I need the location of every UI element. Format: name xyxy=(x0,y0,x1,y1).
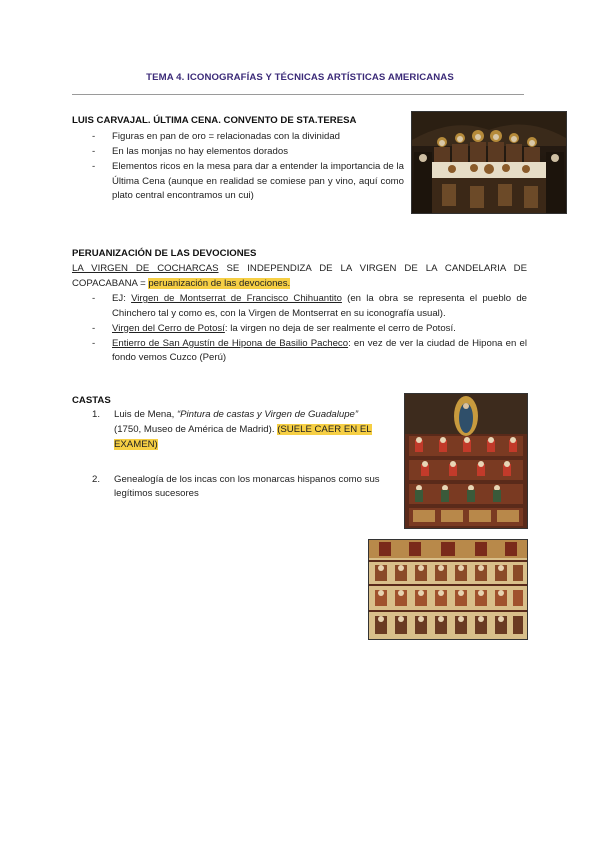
castas-list xyxy=(92,408,384,502)
ultima-cena-painting-image xyxy=(411,111,567,214)
entierro-san-agustin-link[interactable]: Entierro de San Agustín de Hipona de Basilio Pacheco xyxy=(112,337,349,349)
virgen-cocharcas-link[interactable]: LA VIRGEN DE COCHARCAS xyxy=(72,263,219,274)
highlighted-text: peruanización de las devociones. xyxy=(148,277,291,289)
list-item: 2. Genealogía de los incas con los monarcas hispanos como sus legítimos sucesores xyxy=(92,473,380,500)
page-title: TEMA 4. ICONOGRAFÍAS Y TÉCNICAS ARTÍSTICAS AMERICANAS xyxy=(146,72,454,83)
list-item: - Virgen del Cerro de Potosí: la virgen no deja de ser realmente el cerro de Potosí. xyxy=(92,322,527,337)
peruanizacion-list xyxy=(92,292,527,366)
list-item: 1. Luis de Mena, “Pintura de castas y Virgen de Guadalupe” (1750, Museo de América de Madrid). (SUELE CAER EN EL EXAMEN) xyxy=(92,409,372,450)
section-heading-peruanizacion: PERUANIZACIÓN DE LAS DEVOCIONES xyxy=(72,248,257,259)
list-item: - En las monjas no hay elementos dorados xyxy=(92,145,404,160)
ultima-cena-list xyxy=(92,130,404,204)
list-item: - Elementos ricos en la mesa para dar a entender la importancia de la Última Cena (aunque en realidad se comiese pan y vino, aquí como plato central encontramos un cui) xyxy=(92,160,404,205)
peruanizacion-intro: LA VIRGEN DE COCHARCAS SE INDEPENDIZA DE LA VIRGEN DE LA CANDELARIA DE COPACABANA = peruanización de las devociones. xyxy=(72,263,527,289)
list-item: - EJ: Virgen de Montserrat de Francisco Chihuantito (en la obra se representa el pueblo de Chinchero tal y como es, con la Virgen de Montserrat en su iconografía usual). xyxy=(92,292,527,322)
genealogia-incas-image xyxy=(368,539,528,640)
pintura-de-castas-image xyxy=(404,393,528,529)
highlighted-text: (SUELE CAER EN EL EXAMEN) xyxy=(114,423,372,450)
cerro-potosi-link[interactable]: Virgen del Cerro de Potosí xyxy=(112,322,225,334)
section-heading-ultima-cena: LUIS CARVAJAL. ÚLTIMA CENA. CONVENTO DE STA.TERESA xyxy=(72,115,357,126)
montserrat-link[interactable]: Virgen de Montserrat de Francisco Chihuantito xyxy=(131,293,342,304)
list-item: - Entierro de San Agustín de Hipona de Basilio Pacheco: en vez de ver la ciudad de Hipona en el fondo vemos Cuzco (Perú) xyxy=(92,337,527,367)
title-divider xyxy=(72,94,524,95)
section-heading-castas: CASTAS xyxy=(72,395,111,406)
list-item: - Figuras en pan de oro = relacionadas con la divinidad xyxy=(92,130,404,145)
